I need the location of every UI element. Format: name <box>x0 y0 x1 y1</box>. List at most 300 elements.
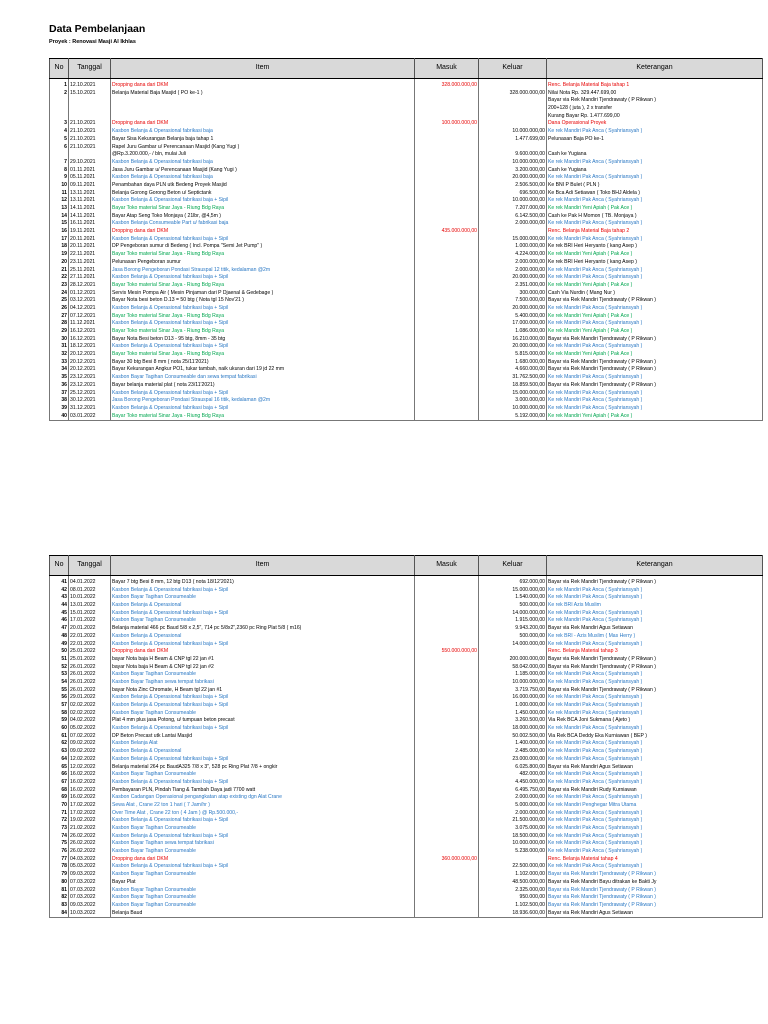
row-out: 17.000.000,00 <box>479 320 547 328</box>
row-number: 83 <box>50 902 69 910</box>
table-row <box>50 320 763 328</box>
table-row <box>50 390 763 398</box>
row-out: 2.325.000,00 <box>479 887 547 895</box>
row-date <box>69 151 111 159</box>
row-number: 68 <box>50 787 69 795</box>
row-item: Kasbon Belanja & Operasional fabrikasi baja <box>111 128 415 136</box>
row-item: Jasa Juru Gambar u/ Perencanaan Masjid (Kang Yugi ) <box>111 167 415 175</box>
row-number: 55 <box>50 687 69 695</box>
row-out: 18.000.000,00 <box>479 725 547 733</box>
row-date: 07.12.2021 <box>69 313 111 321</box>
row-note: Ke rek Mandiri Pak Anca ( Syahriansyah ) <box>547 848 763 856</box>
row-item: Kasbon Belanja & Operasional fabrikasi baja + Sipil <box>111 817 415 825</box>
row-number: 36 <box>50 382 69 390</box>
row-note: Dana Operasional Proyek <box>547 120 763 128</box>
row-in: 328.000.000,00 <box>415 82 479 90</box>
row-note: Ke rek Mandiri Pak Anca ( Syahriansyah ) <box>547 810 763 818</box>
row-in <box>415 397 479 405</box>
row-note: Bayar via Rek Mandiri Agus Setiawan <box>547 910 763 918</box>
row-in <box>415 702 479 710</box>
row-item: Kasbon Bayar Tagihan Consumeable <box>111 902 415 910</box>
table-row <box>50 128 763 136</box>
table-row <box>50 648 763 656</box>
row-number: 25 <box>50 297 69 305</box>
row-item: Servis Mesin Pompa Air ( Mesin Pinjaman dari P Djaenal & Gedebage ) <box>111 290 415 298</box>
row-item: Kasbon Belanja & Operasional fabrikasi baja + Sipil <box>111 197 415 205</box>
row-in <box>415 664 479 672</box>
row-item: Kasbon Belanja & Operasional fabrikasi baja + Sipil <box>111 610 415 618</box>
row-in <box>415 243 479 251</box>
row-item: Plat 4 mm plus jasa Potong, u/ tumpuan beton precast <box>111 717 415 725</box>
row-in <box>415 351 479 359</box>
row-number: 81 <box>50 887 69 895</box>
row-in <box>415 151 479 159</box>
row-out: 1.477.699,00 <box>479 136 547 144</box>
row-date: 04.03.2022 <box>69 856 111 864</box>
row-number: 61 <box>50 733 69 741</box>
row-note: Ke rek Mandiri Pak Anca ( Syahriansyah ) <box>547 236 763 244</box>
row-item: Bayar 30 btg Besi 8 mm ( nota 25/11'2021) <box>111 359 415 367</box>
row-in <box>415 205 479 213</box>
row-in: 100.000.000,00 <box>415 120 479 128</box>
row-item: Kasbon Belanja & Operasional <box>111 633 415 641</box>
row-in <box>415 343 479 351</box>
row-in <box>415 748 479 756</box>
row-in <box>415 413 479 421</box>
row-number: 38 <box>50 397 69 405</box>
row-date: 15.01.2022 <box>69 610 111 618</box>
row-note: Ke rek Mandiri Pak Anca ( Syahriansyah ) <box>547 390 763 398</box>
row-item: @Rp.3.200.000,- / bln, mulai Juli <box>111 151 415 159</box>
row-out <box>479 120 547 128</box>
row-out: 15.000.000,00 <box>479 587 547 595</box>
row-item: Dropping dana dari DKM <box>111 648 415 656</box>
row-number: 1 <box>50 82 69 90</box>
row-note: Ke rek Mandiri Pak Anca ( Syahriansyah ) <box>547 220 763 228</box>
row-item: Belanja Baud <box>111 910 415 918</box>
row-out: 1.680.000,00 <box>479 359 547 367</box>
table-row <box>50 251 763 259</box>
table-row <box>50 243 763 251</box>
table-row <box>50 382 763 390</box>
row-item: Pelunasan Pengeboran sumur <box>111 259 415 267</box>
row-number: 52 <box>50 664 69 672</box>
table-row <box>50 610 763 618</box>
row-date: 12.02.2022 <box>69 764 111 772</box>
row-note: Kurang Bayar Rp. 1.477.699,00 <box>547 113 763 121</box>
row-in <box>415 733 479 741</box>
row-date: 12.02.2022 <box>69 756 111 764</box>
table-row <box>50 602 763 610</box>
row-date <box>69 105 111 113</box>
row-date <box>69 113 111 121</box>
row-out <box>479 228 547 236</box>
table-row <box>50 717 763 725</box>
row-date: 25.01.2022 <box>69 656 111 664</box>
table-row <box>50 120 763 128</box>
row-note: Ke rek Mandiri Pak Anca ( Syahriansyah ) <box>547 756 763 764</box>
row-in: 435.000.000,00 <box>415 228 479 236</box>
row-note: Ke rek Mandiri Pak Anca ( Syahriansyah ) <box>547 617 763 625</box>
row-in <box>415 802 479 810</box>
row-number: 79 <box>50 871 69 879</box>
row-number: 35 <box>50 374 69 382</box>
row-in <box>415 197 479 205</box>
row-date: 19.11.2021 <box>69 228 111 236</box>
row-in <box>415 633 479 641</box>
table-row <box>50 90 763 98</box>
row-item <box>111 113 415 121</box>
row-date: 30.12.2021 <box>69 397 111 405</box>
row-note: Ke rek Mandiri Pak Anca ( Syahriansyah ) <box>547 587 763 595</box>
row-item: Bayar Toko material Sinar Jaya - Riung Bdg Raya <box>111 313 415 321</box>
ledger-table-1 <box>49 58 763 421</box>
row-date: 08.01.2022 <box>69 587 111 595</box>
row-item: Dropping dana dari DKM <box>111 82 415 90</box>
row-out: 20.000.000,00 <box>479 274 547 282</box>
row-out: 50.002.500,00 <box>479 733 547 741</box>
row-number: 80 <box>50 879 69 887</box>
row-note: Ke rek Mandiri Pak Anca ( Syahriansyah ) <box>547 159 763 167</box>
row-number: 73 <box>50 825 69 833</box>
row-note: Ke rek Mandiri Pak Anca ( Syahriansyah ) <box>547 197 763 205</box>
row-item: Bayar Nota besi beton D.13 = 50 btg ( Nota tgl 15 Nov'21 ) <box>111 297 415 305</box>
row-number: 12 <box>50 197 69 205</box>
row-out <box>479 105 547 113</box>
table-row <box>50 802 763 810</box>
table-row <box>50 702 763 710</box>
row-note: Bayar via Rek Mandiri Tjendrawaty ( P Rikwan ) <box>547 687 763 695</box>
row-note: Bayar via Rek Mandiri Agus Setiawan <box>547 625 763 633</box>
row-in <box>415 97 479 105</box>
row-note: Via Rek BCA Deddy Eka Kurniawan ( BEP ) <box>547 733 763 741</box>
row-note: Renc. Belanja Material Baja tahap 2 <box>547 228 763 236</box>
row-in <box>415 136 479 144</box>
row-in <box>415 105 479 113</box>
row-number: 13 <box>50 205 69 213</box>
row-in <box>415 90 479 98</box>
row-note <box>547 144 763 152</box>
row-out: 16.000.000,00 <box>479 694 547 702</box>
row-in <box>415 236 479 244</box>
row-out: 2.485.000,00 <box>479 748 547 756</box>
row-number: 7 <box>50 159 69 167</box>
row-note: Ke rek Mandiri Pak Anca ( Syahriansyah ) <box>547 641 763 649</box>
row-out <box>479 82 547 90</box>
row-item: Kasbon Bayar Tagihan sewa tempat fabrikasi <box>111 840 415 848</box>
table-row <box>50 397 763 405</box>
row-in <box>415 167 479 175</box>
table-row <box>50 374 763 382</box>
row-item: Bayar Plat <box>111 879 415 887</box>
table-row <box>50 282 763 290</box>
table-row <box>50 220 763 228</box>
row-out: 10.000.000,00 <box>479 159 547 167</box>
row-number: 20 <box>50 259 69 267</box>
row-note: Ke rek BRI Heri Heryanto ( kang Asep ) <box>547 259 763 267</box>
table-row <box>50 756 763 764</box>
table-row <box>50 664 763 672</box>
row-in <box>415 182 479 190</box>
row-date: 26.01.2022 <box>69 671 111 679</box>
row-note: Ke rek Mandiri Pak Anca ( Syahriansyah ) <box>547 128 763 136</box>
row-number: 18 <box>50 243 69 251</box>
table-row <box>50 840 763 848</box>
row-item: Kasbon Belanja & Operasional fabrikasi baja <box>111 174 415 182</box>
row-in <box>415 313 479 321</box>
row-number: 49 <box>50 641 69 649</box>
row-date: 16.02.2022 <box>69 779 111 787</box>
row-date: 25.11.2021 <box>69 267 111 275</box>
row-item: Belanja material 466 pc Baud 5/8 x 2,5", 714 pc 5/8x2",2360 pc Ring Plat 5/8 ( m16) <box>111 625 415 633</box>
row-date: 22.01.2022 <box>69 641 111 649</box>
table-row <box>50 113 763 121</box>
row-date: 14.11.2021 <box>69 205 111 213</box>
row-note: Bayar via Rek Mandiri Tjendrawaty ( P Rikwan ) <box>547 382 763 390</box>
row-number: 65 <box>50 764 69 772</box>
row-out: 9.943.200,00 <box>479 625 547 633</box>
row-number: 15 <box>50 220 69 228</box>
row-date: 20.01.2022 <box>69 625 111 633</box>
row-number: 66 <box>50 771 69 779</box>
row-out: 22.500.000,00 <box>479 863 547 871</box>
table-row <box>50 190 763 198</box>
row-out: 1.400.000,00 <box>479 740 547 748</box>
row-out: 18.936.600,00 <box>479 910 547 918</box>
row-in <box>415 764 479 772</box>
row-number <box>50 97 69 105</box>
row-item: Kasbon Bayar Tagihan Consumeable <box>111 871 415 879</box>
table-row <box>50 97 763 105</box>
row-note: Ke rek Mandiri Pak Anca ( Syahriansyah ) <box>547 710 763 718</box>
row-in <box>415 159 479 167</box>
row-note: Ke rek Mandiri Pak Anca ( Syahriansyah ) <box>547 305 763 313</box>
row-note: Ke rek Mandiri Yeni Apiah ( Pak Ace ) <box>547 251 763 259</box>
row-note: Ke rek Mandiri Pak Anca ( Syahriansyah ) <box>547 594 763 602</box>
row-number: 34 <box>50 366 69 374</box>
row-date: 23.12.2021 <box>69 374 111 382</box>
row-note: Ke rek Mandiri Pak Anca ( Syahriansyah ) <box>547 267 763 275</box>
row-number: 54 <box>50 679 69 687</box>
row-number: 46 <box>50 617 69 625</box>
row-date: 13.11.2021 <box>69 197 111 205</box>
row-item: Bayar Nota Besi beton D13 - 95 btg, 8mm - 35 btg <box>111 336 415 344</box>
row-item: Bayar Kekurangan Angkur PO1, tukar tambah, naik ukuran dari 19 jd 22 mm <box>111 366 415 374</box>
row-number: 71 <box>50 810 69 818</box>
table-row <box>50 617 763 625</box>
row-item: bayar Nota baja H Beam & CNP tgl 22 jan #2 <box>111 664 415 672</box>
table-row <box>50 159 763 167</box>
table-row <box>50 151 763 159</box>
row-item <box>111 97 415 105</box>
row-note: Ke rek Mandiri Yeni Apiah ( Pak Ace ) <box>547 313 763 321</box>
row-out: 3.000.000,00 <box>479 397 547 405</box>
row-date: 13.01.2022 <box>69 602 111 610</box>
row-item: Kasbon Belanja & Operasional fabrikasi baja + Sipil <box>111 390 415 398</box>
row-date: 25.01.2022 <box>69 648 111 656</box>
table-row <box>50 679 763 687</box>
row-number: 3 <box>50 120 69 128</box>
row-note: Ke rek Mandiri Pak Anca ( Syahriansyah ) <box>547 748 763 756</box>
row-out: 2.000.000,00 <box>479 794 547 802</box>
row-number: 33 <box>50 359 69 367</box>
row-out: 1.450.000,00 <box>479 710 547 718</box>
row-note: Via Rek BCA Joni Sukmana ( Ajeto ) <box>547 717 763 725</box>
row-out: 20.000.000,00 <box>479 174 547 182</box>
row-note: Ke BNI P Bulet ( PLN ) <box>547 182 763 190</box>
table-row <box>50 794 763 802</box>
row-item: Kasbon Belanja & Operasional fabrikasi baja + Sipil <box>111 320 415 328</box>
row-out <box>479 648 547 656</box>
row-number: 17 <box>50 236 69 244</box>
row-out: 14.000.000,00 <box>479 610 547 618</box>
table-row <box>50 313 763 321</box>
row-out: 10.000.000,00 <box>479 679 547 687</box>
row-note: Cash ke Yugiana <box>547 167 763 175</box>
row-item: Kasbon Belanja & Operasional fabrikasi baja + Sipil <box>111 725 415 733</box>
row-in <box>415 610 479 618</box>
table-row <box>50 810 763 818</box>
table-row <box>50 182 763 190</box>
table-row <box>50 694 763 702</box>
row-note: Bayar via Rek Mandiri Tjendrawaty ( P Rikwan ) <box>547 887 763 895</box>
row-date: 21.10.2021 <box>69 136 111 144</box>
row-note: Bayar via Rek Mandiri Agus Setiawan <box>547 764 763 772</box>
row-out: 5.192.000,00 <box>479 413 547 421</box>
row-number: 8 <box>50 167 69 175</box>
row-note: Bayar via Rek Mandiri Tjendrawaty ( P Rikwan ) <box>547 871 763 879</box>
row-in <box>415 390 479 398</box>
table-row <box>50 733 763 741</box>
row-date: 21.02.2022 <box>69 825 111 833</box>
row-out: 10.000.000,00 <box>479 405 547 413</box>
row-note: Bayar via Rek Mandiri Tjendrawaty ( P Rikwan ) <box>547 366 763 374</box>
row-item <box>111 105 415 113</box>
row-out: 2.000.000,00 <box>479 220 547 228</box>
row-out: 9.600.000,00 <box>479 151 547 159</box>
row-note: Bayar via Rek Mandiri Tjendrawaty ( P Rikwan ) <box>547 664 763 672</box>
row-item: Bayar Atap Seng Toko Monjaya ( 21lbr, @4,5m ) <box>111 213 415 221</box>
row-date: 01.11.2021 <box>69 167 111 175</box>
row-date: 09.11.2021 <box>69 182 111 190</box>
row-date: 10.03.2022 <box>69 910 111 918</box>
row-out: 1.915.000,00 <box>479 617 547 625</box>
row-item: Kasbon Belanja & Operasional fabrikasi baja <box>111 159 415 167</box>
table-row <box>50 740 763 748</box>
row-in <box>415 297 479 305</box>
row-date: 26.02.2022 <box>69 840 111 848</box>
row-number: 26 <box>50 305 69 313</box>
row-date: 29.01.2022 <box>69 694 111 702</box>
row-number: 56 <box>50 694 69 702</box>
row-date: 15.10.2021 <box>69 90 111 98</box>
row-out: 1.000.000,00 <box>479 702 547 710</box>
row-in <box>415 251 479 259</box>
table-row <box>50 351 763 359</box>
row-out: 16.210.000,00 <box>479 336 547 344</box>
row-out: 18.859.500,00 <box>479 382 547 390</box>
row-note: Ke rek Mandiri Pak Anca ( Syahriansyah ) <box>547 771 763 779</box>
row-date: 04.01.2022 <box>69 579 111 587</box>
row-note: Ke rek Mandiri Pak Anca ( Syahriansyah ) <box>547 397 763 405</box>
row-item: Kasbon Belanja & Operasional fabrikasi baja + Sipil <box>111 779 415 787</box>
row-note: Ke rek Mandiri Pak Anca ( Syahriansyah ) <box>547 833 763 841</box>
row-note: Ke rek Mandiri Yeni Apiah ( Pak Ace ) <box>547 205 763 213</box>
row-date: 16.11.2021 <box>69 220 111 228</box>
row-item: Bayar Sisa Kekurangan Belanja baja tahap 1 <box>111 136 415 144</box>
row-number: 58 <box>50 710 69 718</box>
row-out: 500.000,00 <box>479 633 547 641</box>
table-header <box>50 59 763 79</box>
row-date: 26.01.2022 <box>69 664 111 672</box>
table-header <box>50 556 763 576</box>
col-header-date: Tanggal <box>69 59 111 79</box>
table-row <box>50 305 763 313</box>
table-row <box>50 863 763 871</box>
row-in <box>415 710 479 718</box>
row-date: 23.11.2021 <box>69 259 111 267</box>
row-in <box>415 128 479 136</box>
row-note: Bayar via Rek Mandiri Tjendrawaty ( P Rikwan ) <box>547 894 763 902</box>
row-date: 22.01.2022 <box>69 633 111 641</box>
row-note: Ke rek Mandiri Pak Anca ( Syahriansyah ) <box>547 320 763 328</box>
row-out: 3.719.750,00 <box>479 687 547 695</box>
table-row <box>50 343 763 351</box>
row-in <box>415 220 479 228</box>
row-number: 4 <box>50 128 69 136</box>
row-item: Kasbon Belanja Consumeable Part u/ fabrikasi baja <box>111 220 415 228</box>
row-out: 500.000,00 <box>479 602 547 610</box>
row-date: 26.01.2022 <box>69 679 111 687</box>
row-date: 26.02.2022 <box>69 848 111 856</box>
table-row <box>50 671 763 679</box>
table-row <box>50 105 763 113</box>
row-item: Kasbon Bayar Tagihan Consumeable <box>111 617 415 625</box>
row-date: 21.10.2021 <box>69 120 111 128</box>
row-item: Kasbon Belanja Alat <box>111 740 415 748</box>
row-out: 692.000,00 <box>479 579 547 587</box>
table-row <box>50 871 763 879</box>
row-number <box>50 151 69 159</box>
row-number: 48 <box>50 633 69 641</box>
row-number: 64 <box>50 756 69 764</box>
row-number: 19 <box>50 251 69 259</box>
row-in <box>415 374 479 382</box>
row-number <box>50 105 69 113</box>
row-item: Pembayaran PLN, Pindah Tiang & Tambah Daya jadi 7700 watt <box>111 787 415 795</box>
table-row <box>50 405 763 413</box>
row-in: 550.000.000,00 <box>415 648 479 656</box>
row-in <box>415 382 479 390</box>
table-row <box>50 167 763 175</box>
row-date <box>69 97 111 105</box>
table-row <box>50 274 763 282</box>
row-date: 20.12.2021 <box>69 351 111 359</box>
row-number: 6 <box>50 144 69 152</box>
row-number: 42 <box>50 587 69 595</box>
row-note: Ke Bca Adi Setiawan ( Toko BHJ Aldela ) <box>547 190 763 198</box>
row-number: 53 <box>50 671 69 679</box>
row-date: 20.12.2021 <box>69 366 111 374</box>
row-note: Renc. Belanja Material tahap 3 <box>547 648 763 656</box>
table-row <box>50 290 763 298</box>
table-row <box>50 748 763 756</box>
row-number: 60 <box>50 725 69 733</box>
row-item: Belanja Gorong Gorong Beton u/ Septictank <box>111 190 415 198</box>
row-date: 07.03.2022 <box>69 887 111 895</box>
row-note: Bayar via Rek Mandiri Tjendrawaty ( P Rikwan ) <box>547 902 763 910</box>
row-number: 67 <box>50 779 69 787</box>
